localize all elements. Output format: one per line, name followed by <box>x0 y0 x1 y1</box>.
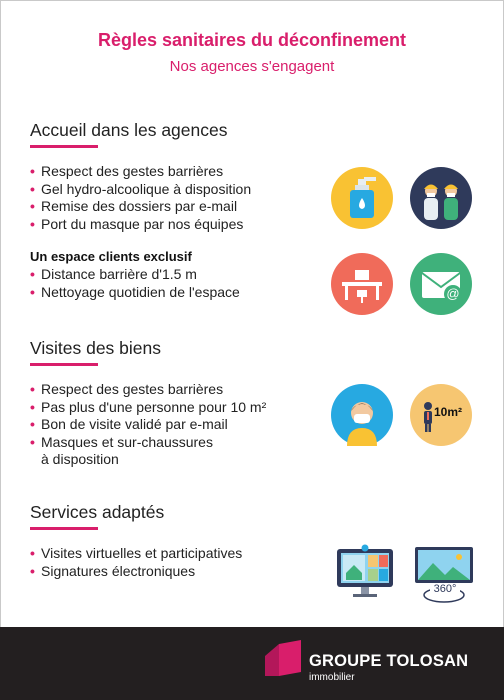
hand-sanitizer-icon <box>331 167 393 229</box>
svg-text:@: @ <box>446 286 460 301</box>
list-item: • Pas plus d'une personne pour 10 m² <box>30 399 266 417</box>
section-underline <box>30 363 98 366</box>
list-espace-clients <box>30 266 240 301</box>
list-item-continuation: à disposition <box>41 451 119 467</box>
list-item: • Bon de visite validé par e-mail <box>30 416 266 434</box>
office-desk-icon <box>331 253 393 315</box>
list-accueil <box>30 163 251 233</box>
list-item: • Respect des gestes barrières <box>30 381 266 399</box>
staff-masks-icon <box>410 167 472 229</box>
section-underline <box>30 145 98 148</box>
section-title-services: Services adaptés <box>30 502 165 522</box>
section-title-visites: Visites des biens <box>30 338 162 358</box>
list-item: • Respect des gestes barrières <box>30 163 251 181</box>
list-item: • Gel hydro-alcoolique à disposition <box>30 181 251 199</box>
section-title-accueil: Accueil dans les agences <box>30 120 228 140</box>
video-call-icon <box>335 543 395 601</box>
brand-name: GROUPE TOLOSAN <box>309 652 469 670</box>
list-item: • Port du masque par nos équipes <box>30 216 251 234</box>
email-icon <box>410 253 472 315</box>
section-underline <box>30 527 98 530</box>
list-item: • Nettoyage quotidien de l'espace <box>30 284 240 302</box>
masked-person-icon <box>331 384 393 446</box>
list-item: • Remise des dossiers par e-mail <box>30 198 251 216</box>
list-item: • Signatures électroniques <box>30 563 242 581</box>
house-logo-icon <box>263 638 303 678</box>
brand-subtitle: immobilier <box>309 672 355 683</box>
list-services <box>30 545 242 580</box>
virtual-tour-360-icon <box>413 545 475 605</box>
vr-360-label: 360° <box>430 583 460 595</box>
list-visites <box>30 381 266 469</box>
surface-badge-text: 10m² <box>434 405 463 419</box>
page-subtitle: Nos agences s'engagent <box>169 58 335 75</box>
subhead-espace-clients: Un espace clients exclusif <box>30 249 192 264</box>
page-title: Règles sanitaires du déconfinement <box>97 30 407 50</box>
list-item: • Masques et sur-chaussures <box>30 434 266 452</box>
list-item: • Distance barrière d'1.5 m <box>30 266 240 284</box>
list-item: • Visites virtuelles et participatives <box>30 545 242 563</box>
